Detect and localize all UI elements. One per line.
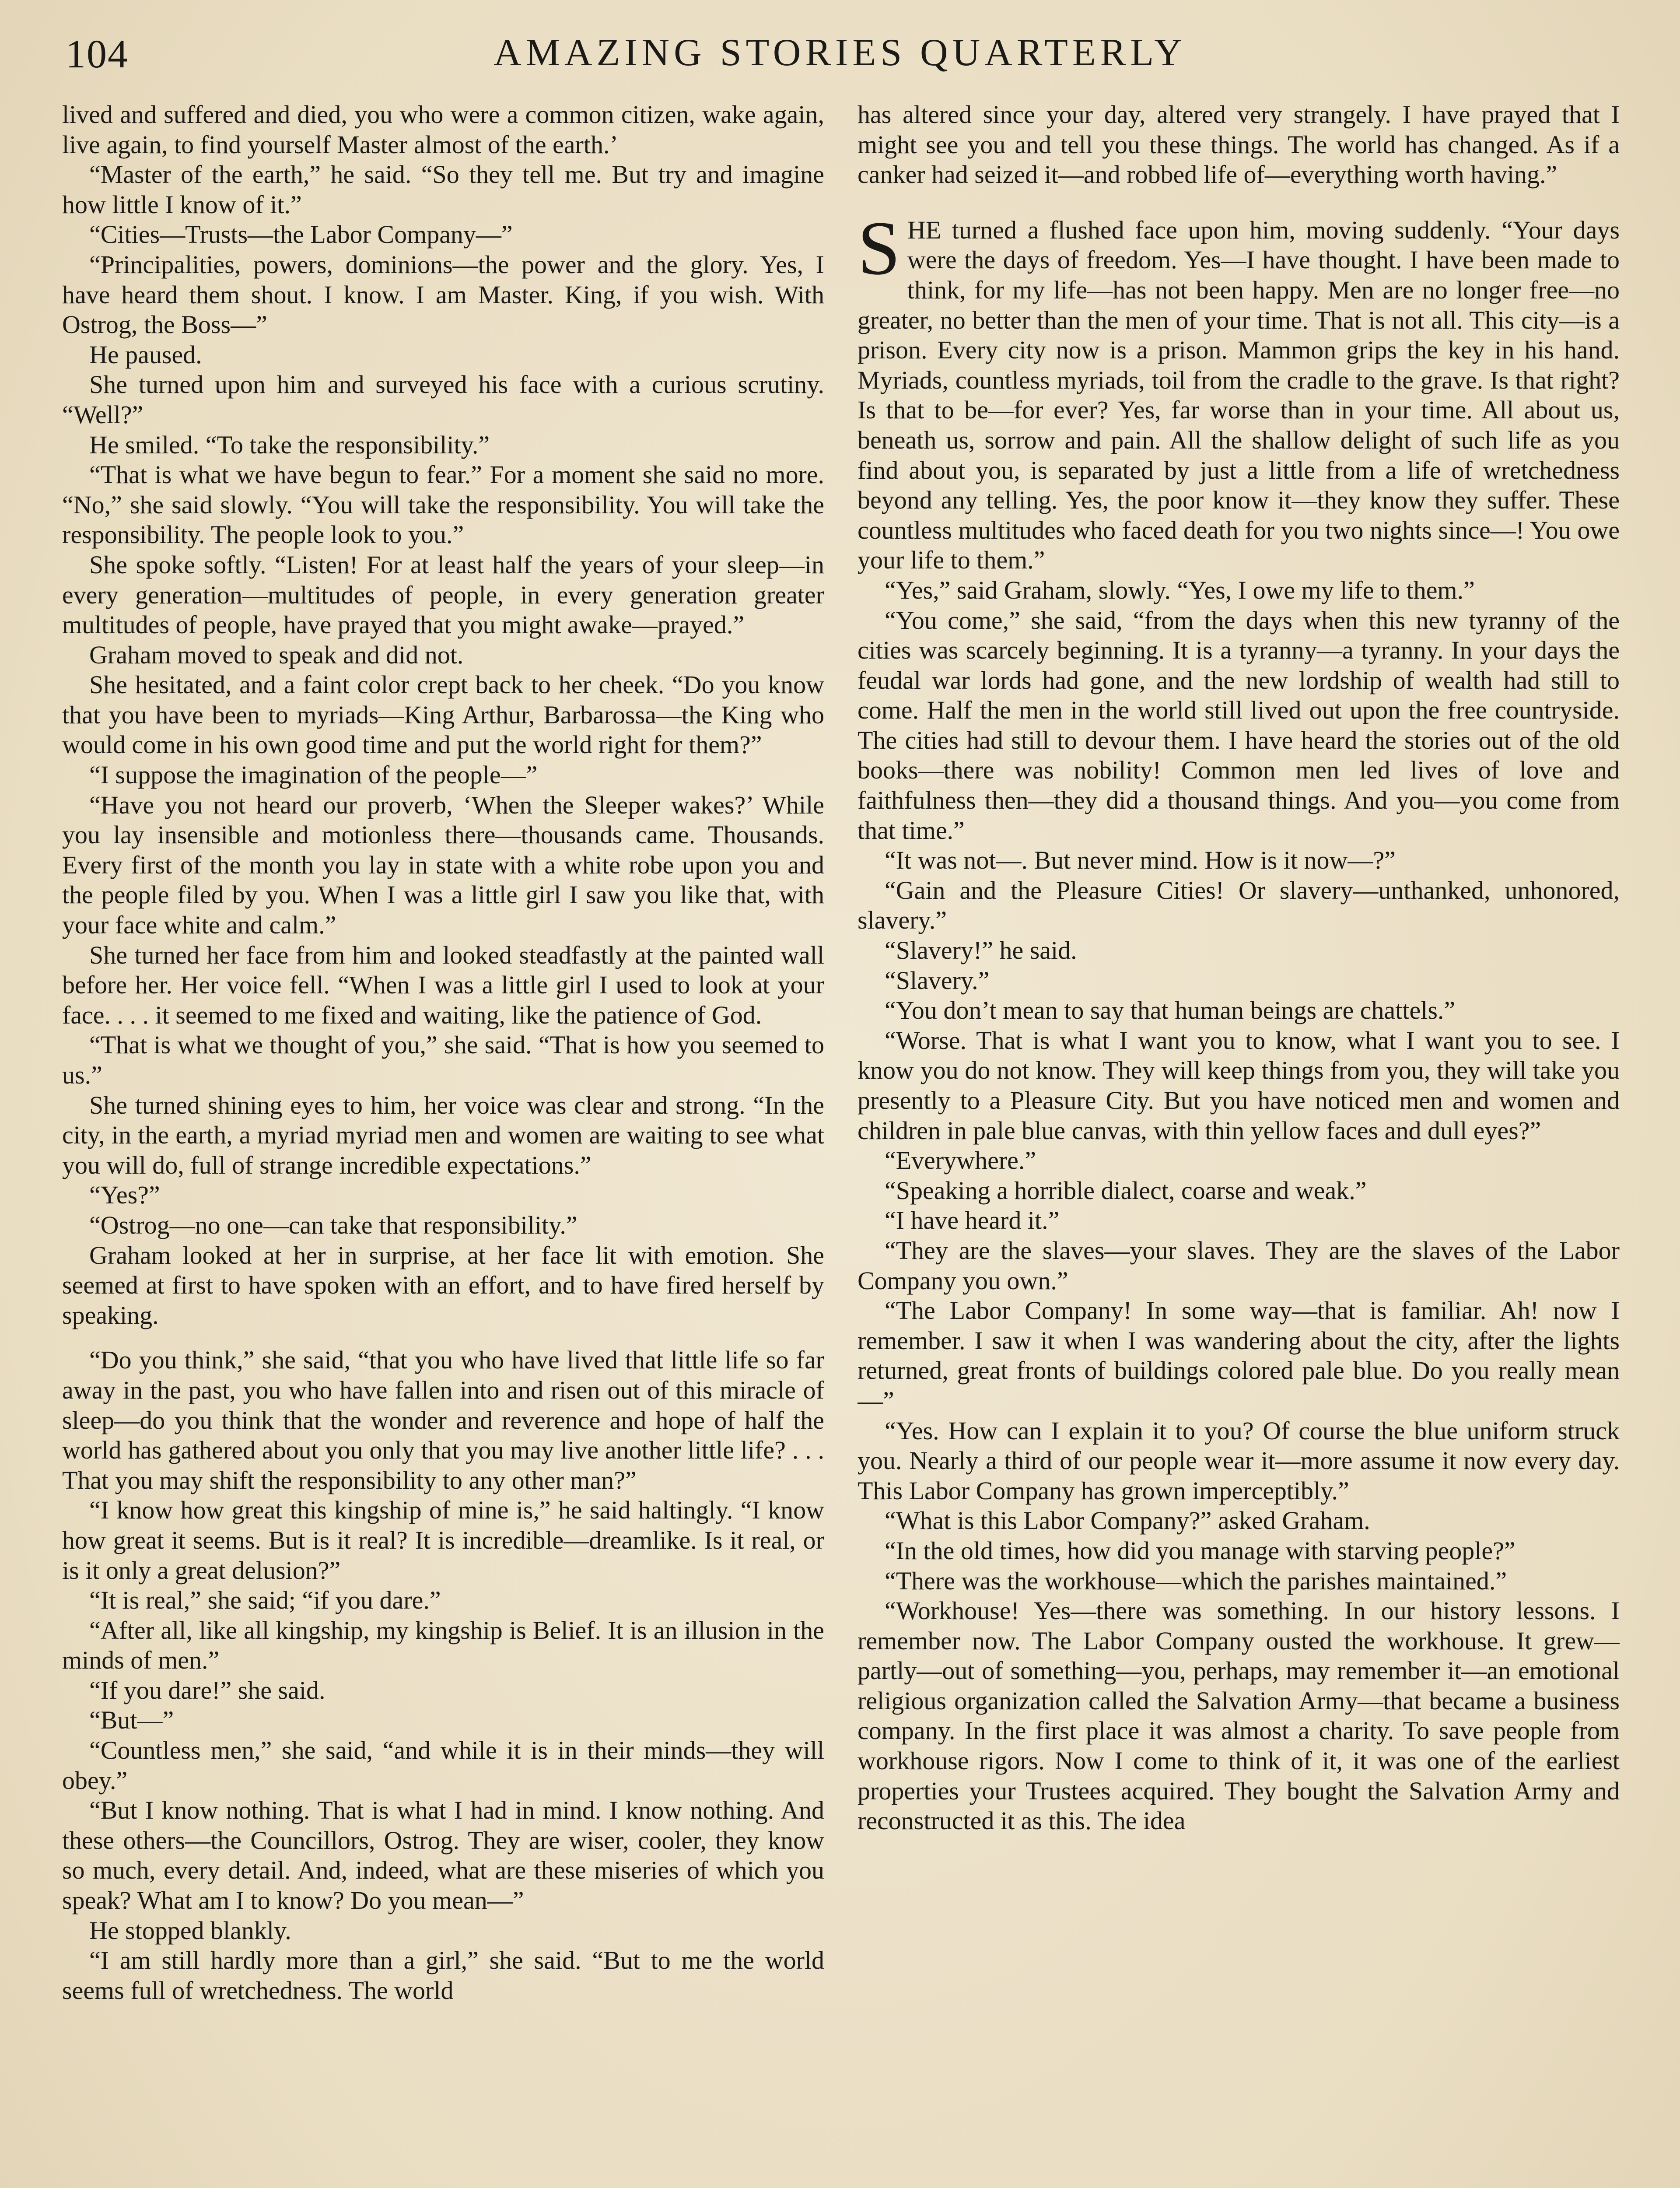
paragraph: “In the old times, how did you manage with starving people?” — [885, 1536, 1516, 1565]
drop-cap-letter: S — [858, 205, 900, 291]
paragraph: He paused. — [89, 340, 202, 369]
text-columns — [62, 100, 1620, 2188]
paragraph: “I suppose the imagination of the people—” — [89, 761, 538, 789]
paragraph: Graham looked at her in surprise, at her face lit with emotion. She seemed at first to have spoken with an effort, and to have fired herself by speaking. — [62, 1241, 824, 1329]
paragraph: “Yes,” said Graham, slowly. “Yes, I owe my life to them.” — [885, 575, 1475, 604]
paragraph: “Ostrog—no one—can take that responsibility.” — [89, 1210, 578, 1239]
drop-cap-paragraph — [858, 205, 1620, 575]
paragraph: “You come,” she said, “from the days when this new tyranny of the cities was scarcely beginning. It is a tyranny—a tyranny. In your days the feudal war lords had gone, and the new lordship of wealth had still to come. Half the men in the world still lived out upon the free countryside. The cities had still to devour them. I have heard the stories out of the old books—there was nobility! Common men led lives of love and faithfulness then—they did a thousand things. And you—you come from that time.” — [858, 606, 1620, 845]
paragraph: “Master of the earth,” he said. “So they tell me. But try and imagine how little I know of it.” — [62, 160, 824, 219]
page-number: 104 — [66, 32, 129, 76]
paragraph: “I have heard it.” — [885, 1206, 1060, 1235]
paragraph: “They are the slaves—your slaves. They are the slaves of the Labor Company you own.” — [858, 1236, 1620, 1295]
left-column — [62, 100, 824, 2188]
paragraph: “It is real,” she said; “if you dare.” — [89, 1586, 441, 1615]
paragraph: “After all, like all kingship, my kingship is Belief. It is an illusion in the minds of men.” — [62, 1616, 824, 1675]
paragraph: “But—” — [89, 1706, 174, 1735]
paragraph: She spoke softly. “Listen! For at least half the years of your sleep—in every generation—multitudes of people, in every generation greater multitudes of people, have prayed that you might awake—prayed.” — [62, 550, 824, 639]
paragraph: She turned upon him and surveyed his face with a curious scrutiny. “Well?” — [62, 370, 824, 429]
paragraph: “If you dare!” she said. — [89, 1676, 326, 1704]
paragraph: She hesitated, and a faint color crept back to her cheek. “Do you know that you have been to myriads—King Arthur, Barbarossa—the King who would come in his own good time and put the world right for them?” — [62, 670, 824, 759]
paragraph: “That is what we thought of you,” she said. “That is how you seemed to us.” — [62, 1031, 824, 1089]
paragraph: “That is what we have begun to fear.” For a moment she said no more. “No,” she said slowly. “You will take the responsibility. You will take the responsibility. The people look to you.” — [62, 460, 824, 549]
paragraph: “But I know nothing. That is what I had in mind. I know nothing. And these others—the Councillors, Ostrog. They are wiser, cooler, they know so much, every detail. And, indeed, what are these miseries of which you speak? What am I to know? Do you mean—” — [62, 1796, 824, 1915]
paragraph: “Yes?” — [89, 1181, 160, 1210]
paragraph: “Workhouse! Yes—there was something. In our history lessons. I remember now. The Labor Company ousted the workhouse. It grew—partly—out of something—you, perhaps, may remember it—an emotional religious organization called the Salvation Army—that became a business company. In the first place it was almost a charity. To save people from workhouse rigors. Now I come to think of it, it was one of the earliest properties your Trustees acquired. They bought the Salvation Army and reconstructed it as this. The idea — [858, 1596, 1620, 1835]
paragraph: “Speaking a horrible dialect, coarse and weak.” — [885, 1176, 1367, 1205]
paragraph: “What is this Labor Company?” asked Graham. — [885, 1506, 1370, 1535]
paragraph: “I know how great this kingship of mine is,” he said haltingly. “I know how great it seems. But is it real? It is incredible—dreamlike. Is it real, or is it only a great delusion?” — [62, 1496, 824, 1585]
paragraph: “Worse. That is what I want you to know, what I want you to see. I know you do not know. They will keep things from you, they will take you presently to a Pleasure City. But you have noticed men and women and children in pale blue canvas, with thin yellow faces and dull eyes?” — [858, 1026, 1620, 1145]
paragraph: “Cities—Trusts—the Labor Company—” — [89, 220, 513, 249]
paragraph: “Do you think,” she said, “that you who have lived that little life so far away in the past, you who have fallen into and risen out of this miracle of sleep—do you think that the wonder and reverence and hope of half the world has gathered about you only that you may live another little life? . . . That you may shift the responsibility to any other man?” — [62, 1346, 824, 1494]
paragraph: “Countless men,” she said, “and while it is in their minds—they will obey.” — [62, 1736, 824, 1795]
page-header — [61, 26, 1619, 83]
paragraph: lived and suffered and died, you who were a common citizen, wake again, live again, to find yourself Master almost of the earth.’ — [62, 100, 824, 159]
paragraph: “The Labor Company! In some way—that is familiar. Ah! now I remember. I saw it when I was wandering about the city, after the lights returned, great fronts of buildings colored pale blue. Do you really mean—” — [858, 1296, 1620, 1415]
paragraph: She turned her face from him and looked steadfastly at the painted wall before her. Her voice fell. “When I was a little girl I used to look at your face. . . . it seemed to me fixed and waiting, like the patience of God. — [62, 940, 824, 1029]
paragraph: Graham moved to speak and did not. — [89, 640, 464, 669]
right-column — [858, 100, 1620, 2188]
paragraph: He stopped blankly. — [89, 1916, 291, 1945]
paragraph: “I am still hardly more than a girl,” she said. “But to me the world seems full of wretchedness. The world — [62, 1946, 824, 2005]
paragraph: has altered since your day, altered very strangely. I have prayed that I might see you and tell you these things. The world has changed. As if a canker had seized it—and robbed life of—everything worth having.” — [858, 100, 1620, 189]
paragraph: “Principalities, powers, dominions—the power and the glory. Yes, I have heard them shout. I know. I am Master. King, if you wish. With Ostrog, the Boss—” — [62, 250, 824, 339]
paragraph: “Yes. How can I explain it to you? Of course the blue uniform struck you. Nearly a third of our people wear it—more assume it now every day. This Labor Company has grown imperceptibly.” — [858, 1416, 1620, 1505]
paragraph: “You don’t mean to say that human beings are chattels.” — [885, 996, 1456, 1025]
paragraph: “Gain and the Pleasure Cities! Or slavery—unthanked, unhonored, slavery.” — [858, 876, 1620, 935]
paragraph: “There was the workhouse—which the parishes maintained.” — [885, 1566, 1507, 1595]
paragraph: “It was not—. But never mind. How is it now—?” — [885, 846, 1396, 875]
paragraph: She turned shining eyes to him, her voice was clear and strong. “In the city, in the earth, a myriad myriad men and women are waiting to see what you will do, full of strange incredible expectations.” — [62, 1090, 824, 1179]
paragraph: He smiled. “To take the responsibility.” — [89, 430, 490, 459]
paragraph: “Have you not heard our proverb, ‘When the Sleeper wakes?’ While you lay insensible and motionless there—thousands came. Thousands. Every first of the month you lay in state with a white robe upon you and the people filed by you. When I was a little girl I saw you like that, with your face white and calm.” — [62, 790, 824, 940]
drop-cap-paragraph-text: HE turned a flushed face upon him, moving suddenly. “Your days were the days of freedom. Yes—I have thought. I have been made to think, for my life—has not been happy. Men are no longer free—no greater, no better than the men of your time. That is not all. This city—is a prison. Every city now is a prison. Mammon grips the key in his hand. Myriads, countless myriads, toil from the cradle to the grave. Is that right? Is that to be—for ever? Yes, far worse than in your time. All about us, beneath us, sorrow and pain. All the shallow delight of such life as you find about you, is separated by just a little from a life of wretchedness beyond any telling. Yes, the poor know it—they know they suffer. These countless multitudes who faced death for you two nights since—! You owe your life to them.” — [858, 215, 1620, 575]
paragraph: “Slavery.” — [885, 966, 990, 995]
paragraph: “Slavery!” he said. — [885, 936, 1077, 965]
paragraph: “Everywhere.” — [885, 1146, 1036, 1175]
running-title: AMAZING STORIES QUARTERLY — [494, 32, 1186, 74]
